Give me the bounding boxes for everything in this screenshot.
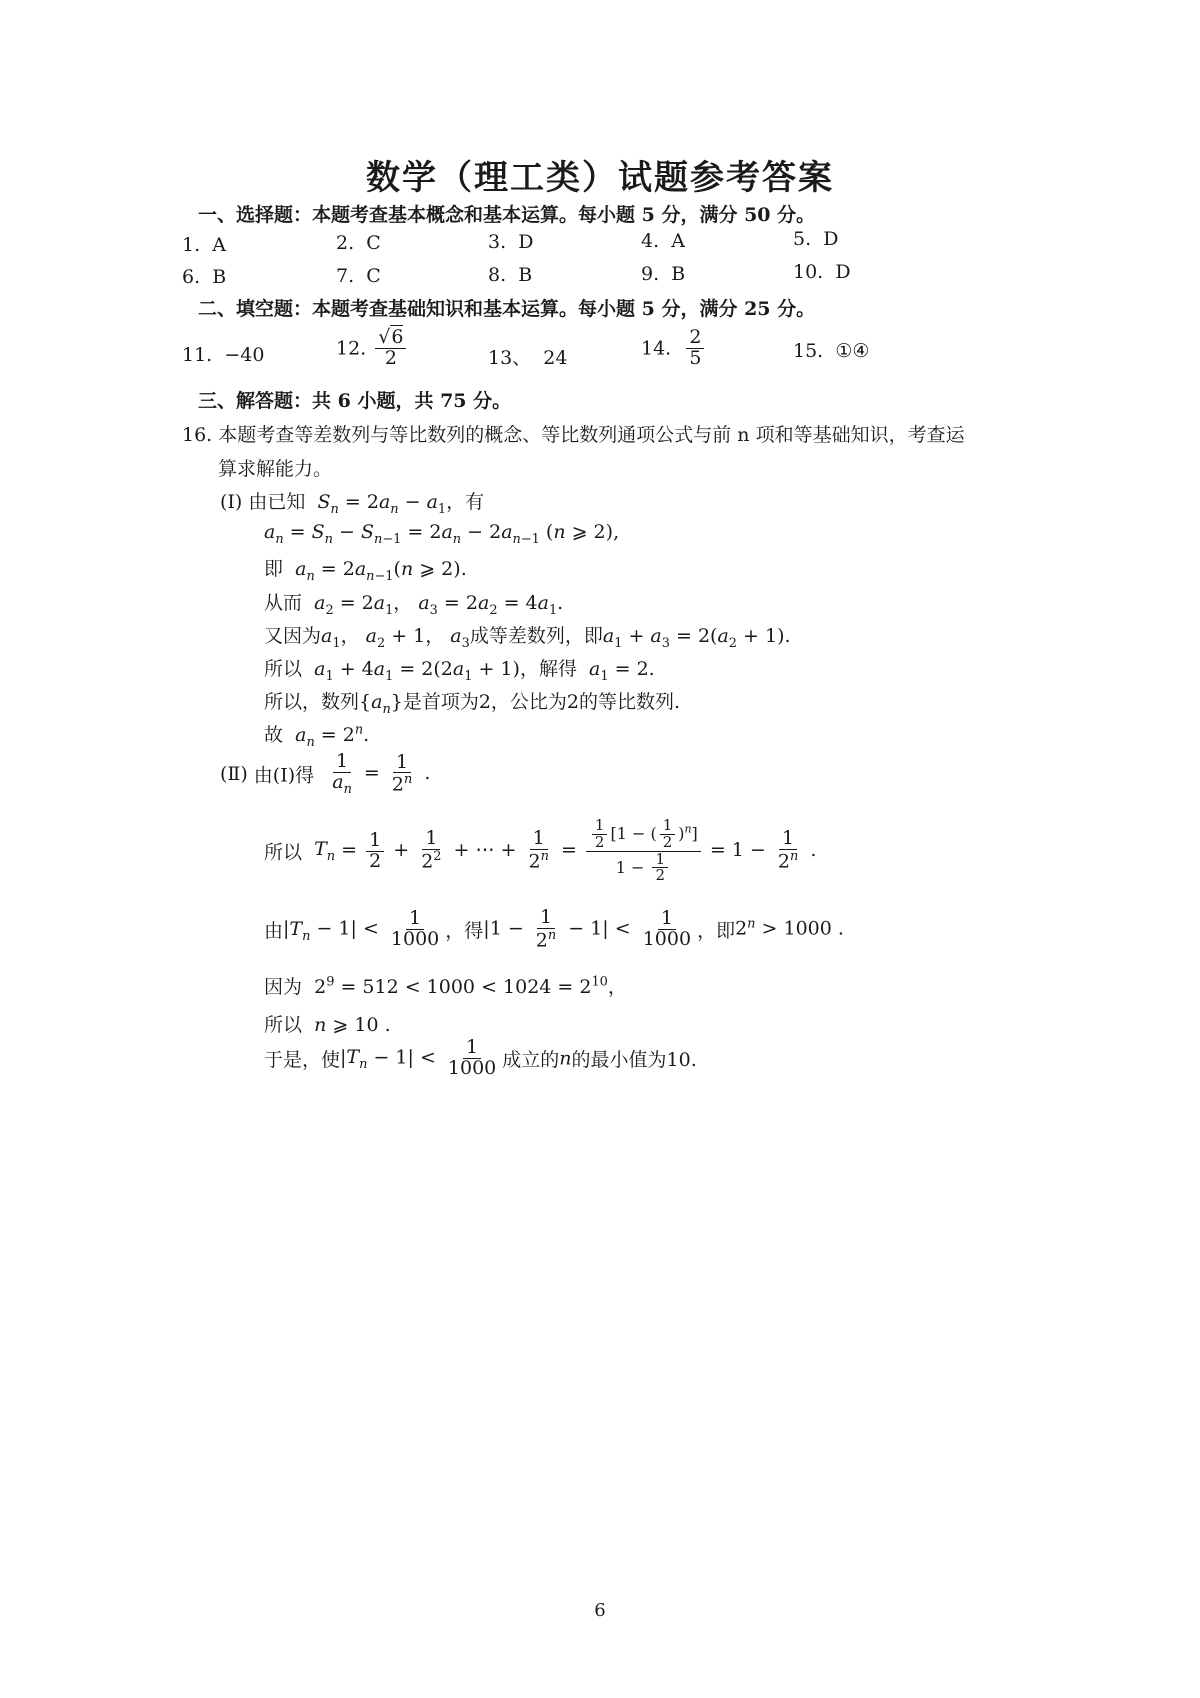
q16-part2-line6: 于是，使$|T_n - 1|$ < $\frac{1}{1000}$ 成立的n的最小值为10.: [264, 1036, 697, 1079]
page-number: 6: [594, 1600, 606, 1621]
q16-part1-line2: $a_n = S_n - S_{n-1} = 2a_n - 2a_{n-1}$ (n ⩾ 2),: [264, 521, 620, 547]
q16-part1-line3: 即 $a_n = 2a_{n-1}(n$ ⩾ 2).: [264, 558, 467, 584]
choice-answer-8: 8. B: [488, 264, 533, 286]
q16-part1-line4: 从而 $a_2 = 2a_1$， $a_3 = 2a_2 = 4a_1$.: [264, 592, 564, 618]
q16-part1-line1: (Ⅰ) 由已知 $S_n = 2a_n - a_1$，有: [220, 491, 485, 517]
q16-part1-line8: 故 $a_n = 2^n$.: [264, 722, 370, 750]
q16-part1-line6: 所以 $a_1 + 4a_1 = 2(2a_1 + 1)$，解得 $a_1 = 2$.: [264, 658, 655, 684]
choice-answer-9: 9. B: [641, 263, 686, 285]
choice-answer-5: 5. D: [793, 228, 839, 250]
fill-answer-13: 13、 24: [488, 347, 568, 369]
q16-part1-line5: 又因为$a_1$， $a_2 + 1$， $a_3$成等差数列，即$a_1 + a_3 = 2(a_2 + 1)$.: [264, 625, 791, 651]
q16-part2-line5: 所以 n ⩾ 10 .: [264, 1014, 391, 1036]
fill-answer-15: 15. ①④: [793, 340, 870, 362]
section-fill-heading: 二、填空题：本题考查基础知识和基本运算。每小题 5 分，满分 25 分。: [198, 298, 816, 320]
choice-answer-6: 6. B: [182, 266, 227, 288]
q16-part2-line2: 所以 $T_n$ = $\frac{1}{2}$ + $\frac{1}{2^2}$ + ⋯ + $\frac{1}{2^n}$ = $\frac{1}{2}$ [1 − ( $\frac{1}{2}$ )$^n$] 1 − $\frac{1}{2}$ = 1 − $\frac{1}{2^n}$ .: [264, 816, 817, 885]
q16-intro-line2: 算求解能力。: [218, 458, 333, 480]
fill-answer-14: 14. $\frac{2}{5}$: [641, 328, 707, 369]
choice-answer-2: 2. C: [336, 232, 381, 254]
fill-answer-12: 12. $\frac{√6}{2}$: [336, 328, 409, 369]
q16-part2-line1: (Ⅱ) 由(Ⅰ)得 $\frac{1}{a_n}$ = $\frac{1}{2^n}$ .: [220, 750, 431, 797]
q16-part1-line7: 所以，数列$\{a_n\}$是首项为2，公比为2的等比数列.: [264, 691, 681, 717]
choice-answer-10: 10. D: [793, 261, 851, 283]
section-solve-heading: 三、解答题：共 6 小题，共 75 分。: [198, 390, 512, 412]
choice-answer-4: 4. A: [641, 230, 685, 252]
choice-answer-7: 7. C: [336, 265, 381, 287]
page-title: 数学（理工类）试题参考答案: [366, 158, 834, 198]
q16-intro-line1: 16. 本题考查等差数列与等比数列的概念、等比数列通项公式与前 n 项和等基础知识，考查运: [182, 424, 965, 446]
q16-part2-line3: 由$|T_n - 1|$ < $\frac{1}{1000}$ ，得|1 − $\frac{1}{2^n}$ − 1| < $\frac{1}{1000}$ ，即$2^n > 1000$ .: [264, 906, 844, 952]
section-choice-heading: 一、选择题：本题考查基本概念和基本运算。每小题 5 分，满分 50 分。: [198, 204, 816, 226]
fill-answer-11: 11. −40: [182, 344, 265, 366]
choice-answer-3: 3. D: [488, 231, 534, 253]
choice-answer-1: 1. A: [182, 234, 226, 256]
q16-part2-line4: 因为 $2^9 = 512 < 1000 < 1024 = 2^{10}$，: [264, 974, 627, 998]
